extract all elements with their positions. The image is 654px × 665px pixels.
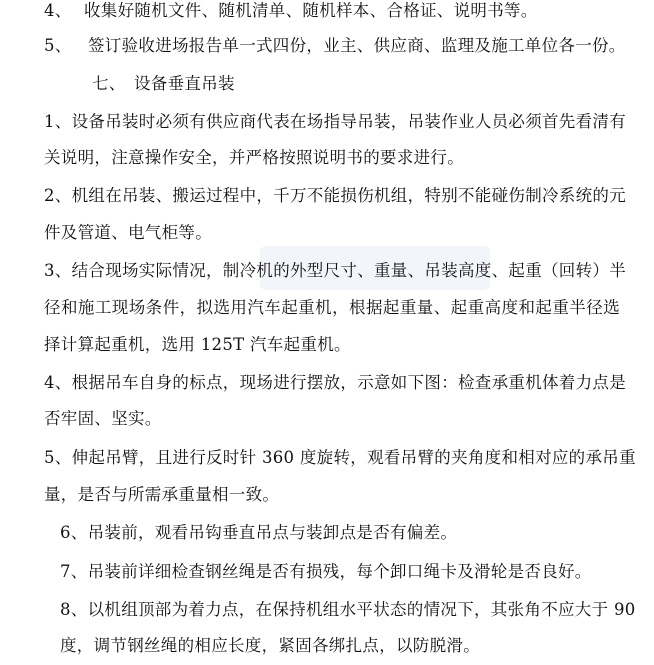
paragraph-line: 度，调节钢丝绳的相应长度，紧固各绑扎点，以防脱滑。 [60,636,480,655]
paragraph-line: 量，是否与所需承重量相一致。 [44,485,280,504]
paragraph-line: 3、结合现场实际情况，制冷机的外型尺寸、重量、吊装高度、起重（回转）半 [44,261,626,280]
paragraph-line: 件及管道、电气柜等。 [44,223,212,242]
paragraph-line: 2、机组在吊装、搬运过程中，千万不能损伤机组，特别不能碰伤制冷系统的元 [44,186,626,205]
section-title: 设备垂直吊装 [134,74,235,93]
paragraph-line: 否牢固、坚实。 [44,409,162,428]
list-item-4 [44,0,538,22]
paragraph-line: 关说明，注意操作安全，并严格按照说明书的要求进行。 [44,148,464,167]
paragraph-line: 8、以机组顶部为着力点，在保持机组水平状态的情况下，其张角不应大于 90 [60,600,636,619]
paragraph-line: 7、吊装前详细检查钢丝绳是否有损残，每个卸口绳卡及滑轮是否良好。 [60,562,592,581]
item-number: 4、 [44,1,72,20]
item-text: 收集好随机文件、随机清单、随机样本、合格证、说明书等。 [84,1,538,20]
paragraph-line: 5、伸起吊臂，且进行反时针 360 度旋转，观看吊臂的夹角度和相对应的承吊重 [44,448,636,467]
paragraph-line: 径和施工现场条件，拟选用汽车起重机，根据起重量、起重高度和起重半径选 [44,298,620,317]
paragraph-line: 1、设备吊装时必须有供应商代表在场指导吊装，吊装作业人员必须首先看清有 [44,112,626,131]
paragraph-line: 择计算起重机，选用 125T 汽车起重机。 [44,335,351,354]
item-text: 签订验收进场报告单一式四份，业主、供应商、监理及施工单位各一份。 [88,36,626,55]
section-heading [92,73,235,95]
paragraph-line: 6、吊装前，观看吊钩垂直吊点与装卸点是否有偏差。 [60,523,458,542]
list-item-5 [44,35,626,57]
paragraph-line: 4、根据吊车自身的标点，现场进行摆放，示意如下图：检查承重机体着力点是 [44,373,626,392]
item-number: 5、 [44,36,72,55]
section-number: 七、 [92,74,126,93]
